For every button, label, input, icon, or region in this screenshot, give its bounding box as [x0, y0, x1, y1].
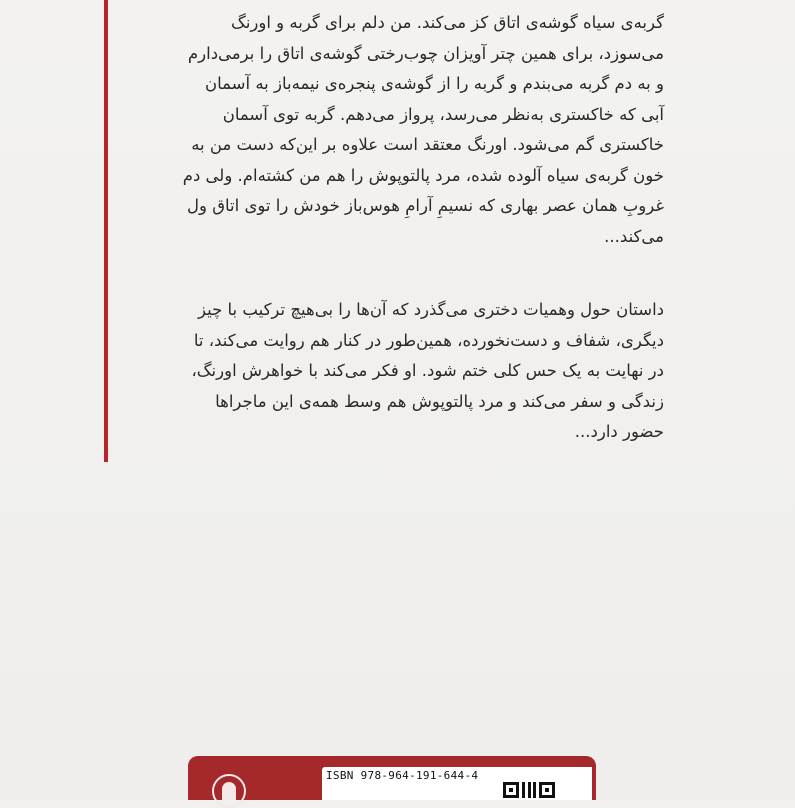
- blurb-line: خاکستری گم می‌شود. اورنگ معتقد است علاوه بر این‌که دست من به: [191, 135, 664, 154]
- blurb-line: می‌کند...: [604, 226, 664, 246]
- qr-modules: [522, 782, 536, 798]
- blurb-line: داستان حول وهمیات دختری می‌گذرد که آن‌ها را بی‌هیچ ترکیب با چیز: [198, 300, 664, 319]
- blurb-line: می‌سوزد، برای همین چتر آویزان چوب‌رختی گوشه‌ی اتاق را برمی‌دارم: [187, 43, 664, 63]
- blurb-line: در نهایت به یک حس کلی ختم شود. او فکر می‌کند با خواهرش اورنگ،: [191, 361, 664, 380]
- isbn-text: ISBN 978-964-191-644-4: [326, 769, 479, 782]
- qr-code-icon: [503, 782, 573, 800]
- publisher-logo-mark: [222, 782, 236, 800]
- blurb-line: دیگری، شفاف و دست‌نخورده، همین‌طور در کنار هم روایت می‌کند، تا: [193, 330, 664, 350]
- blurb-line: و به دم گربه می‌بندم و گربه را از گوشه‌ی پنجره‌ی نیمه‌باز به آسمان: [205, 74, 664, 93]
- red-vertical-rule: [104, 0, 108, 462]
- qr-finder: [539, 782, 555, 798]
- blurb-line: حضور دارد...: [574, 422, 664, 441]
- blurb-paragraph-2: [122, 295, 664, 448]
- blurb-line: آبی که خاکستری به‌نظر می‌رسد، پرواز می‌دهم. گربه توی آسمان: [222, 104, 664, 124]
- blurb-line: زندگی و سفر می‌کند و مرد پالتوپوش هم وسط همه‌ی این ماجراها: [215, 391, 664, 411]
- blurb-line: غروبِ همان عصر بهاری که نسیمِ آرامِ هوس‌باز خودش را توی اتاق ول: [187, 196, 664, 215]
- blurb-line: خون گربه‌ی سیاه آلوده شده، مرد پالتوپوش را هم من کشته‌ام. ولی دم: [182, 165, 664, 185]
- qr-finder: [503, 782, 519, 798]
- blurb-line: گربه‌ی سیاه گوشه‌ی اتاق کز می‌کند. من دلم برای گربه و اورنگ: [231, 13, 664, 32]
- blurb-paragraph-1: [122, 8, 664, 252]
